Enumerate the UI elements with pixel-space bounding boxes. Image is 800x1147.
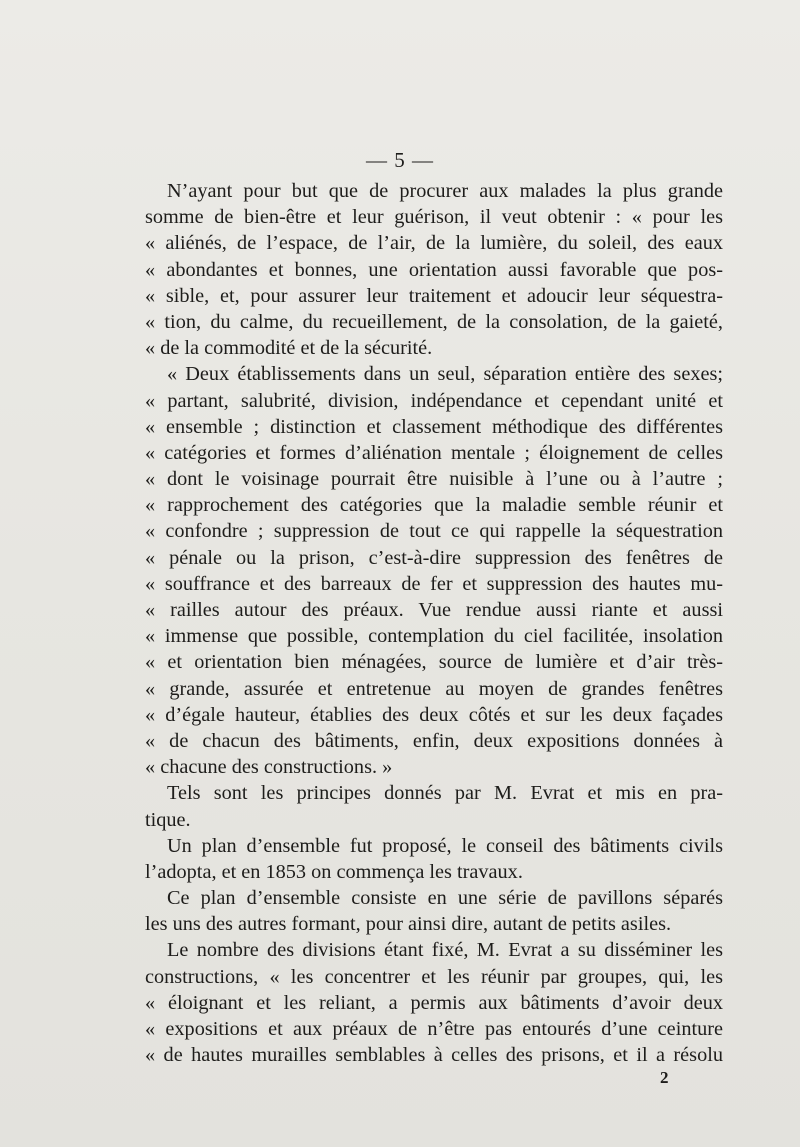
text-line: « de chacun des bâtiments, enfin, deux expositions données à	[145, 729, 723, 752]
body-text	[145, 178, 723, 1068]
text-line: « souffrance et des barreaux de fer et suppression des hautes mu-	[145, 572, 723, 595]
text-line: les uns des autres formant, pour ainsi dire, autant de petits asiles.	[145, 913, 672, 936]
text-line: « de hautes murailles semblables à celles des prisons, et il a résolu	[145, 1044, 723, 1067]
page-number: — 5 —	[366, 148, 434, 172]
text-line: « de la commodité et de la sécurité.	[145, 337, 433, 360]
text-line: « tion, du calme, du recueillement, de la consolation, de la gaieté,	[145, 310, 723, 333]
text-line: « expositions et aux préaux de n’être pas entourés d’une ceinture	[145, 1018, 723, 1040]
text-line: Le nombre des divisions étant fixé, M. Evrat a su disséminer les	[167, 939, 723, 962]
text-line: « aliénés, de l’espace, de l’air, de la lumière, du soleil, des eaux	[145, 232, 723, 255]
text-line: constructions, « les concentrer et les réunir par groupes, qui, les	[145, 965, 723, 988]
text-line: « railles autour des préaux. Vue rendue aussi riante et aussi	[145, 599, 723, 621]
text-line: « abondantes et bonnes, une orientation aussi favorable que pos-	[145, 258, 723, 281]
text-line: « grande, assurée et entretenue au moyen de grandes fenêtres	[145, 677, 723, 700]
text-line: « dont le voisinage pourrait être nuisible à l’une ou à l’autre ;	[145, 468, 723, 491]
text-line: « chacune des constructions. »	[145, 756, 393, 779]
text-line: « sible, et, pour assurer leur traitement et adoucir leur séquestra-	[145, 284, 723, 307]
text-line: somme de bien-être et leur guérison, il veut obtenir : « pour les	[145, 206, 723, 229]
text-line: « pénale ou la prison, c’est-à-dire suppression des fenêtres de	[145, 546, 723, 569]
text-line: Un plan d’ensemble fut proposé, le conseil des bâtiments civils	[167, 834, 723, 857]
text-line: N’ayant pour but que de procurer aux malades la plus grande	[167, 180, 723, 202]
text-line: Ce plan d’ensemble consiste en une série de pavillons séparés	[167, 887, 723, 910]
text-line: « catégories et formes d’aliénation mentale ; éloignement de celles	[145, 441, 723, 464]
text-line: « rapprochement des catégories que la maladie semble réunir et	[145, 494, 723, 517]
text-line: « ensemble ; distinction et classement méthodique des différentes	[145, 415, 723, 438]
text-line: tique.	[145, 808, 191, 831]
text-line: « Deux établissements dans un seul, séparation entière des sexes;	[167, 363, 723, 386]
text-line: « immense que possible, contemplation du ciel facilitée, insolation	[145, 625, 723, 648]
text-line: « partant, salubrité, division, indépendance et cependant unité et	[145, 389, 723, 412]
text-line: « et orientation bien ménagées, source de lumière et d’air très-	[145, 651, 723, 674]
text-line: « éloignant et les reliant, a permis aux bâtiments d’avoir deux	[145, 991, 723, 1014]
text-line: « confondre ; suppression de tout ce qui rappelle la séquestration	[145, 520, 723, 543]
text-line: l’adopta, et en 1853 on commença les travaux.	[145, 860, 523, 883]
signature-mark: 2	[660, 1068, 669, 1087]
text-line: « d’égale hauteur, établies des deux côtés et sur les deux façades	[145, 703, 723, 726]
text-line: Tels sont les principes donnés par M. Evrat et mis en pra-	[167, 782, 723, 805]
